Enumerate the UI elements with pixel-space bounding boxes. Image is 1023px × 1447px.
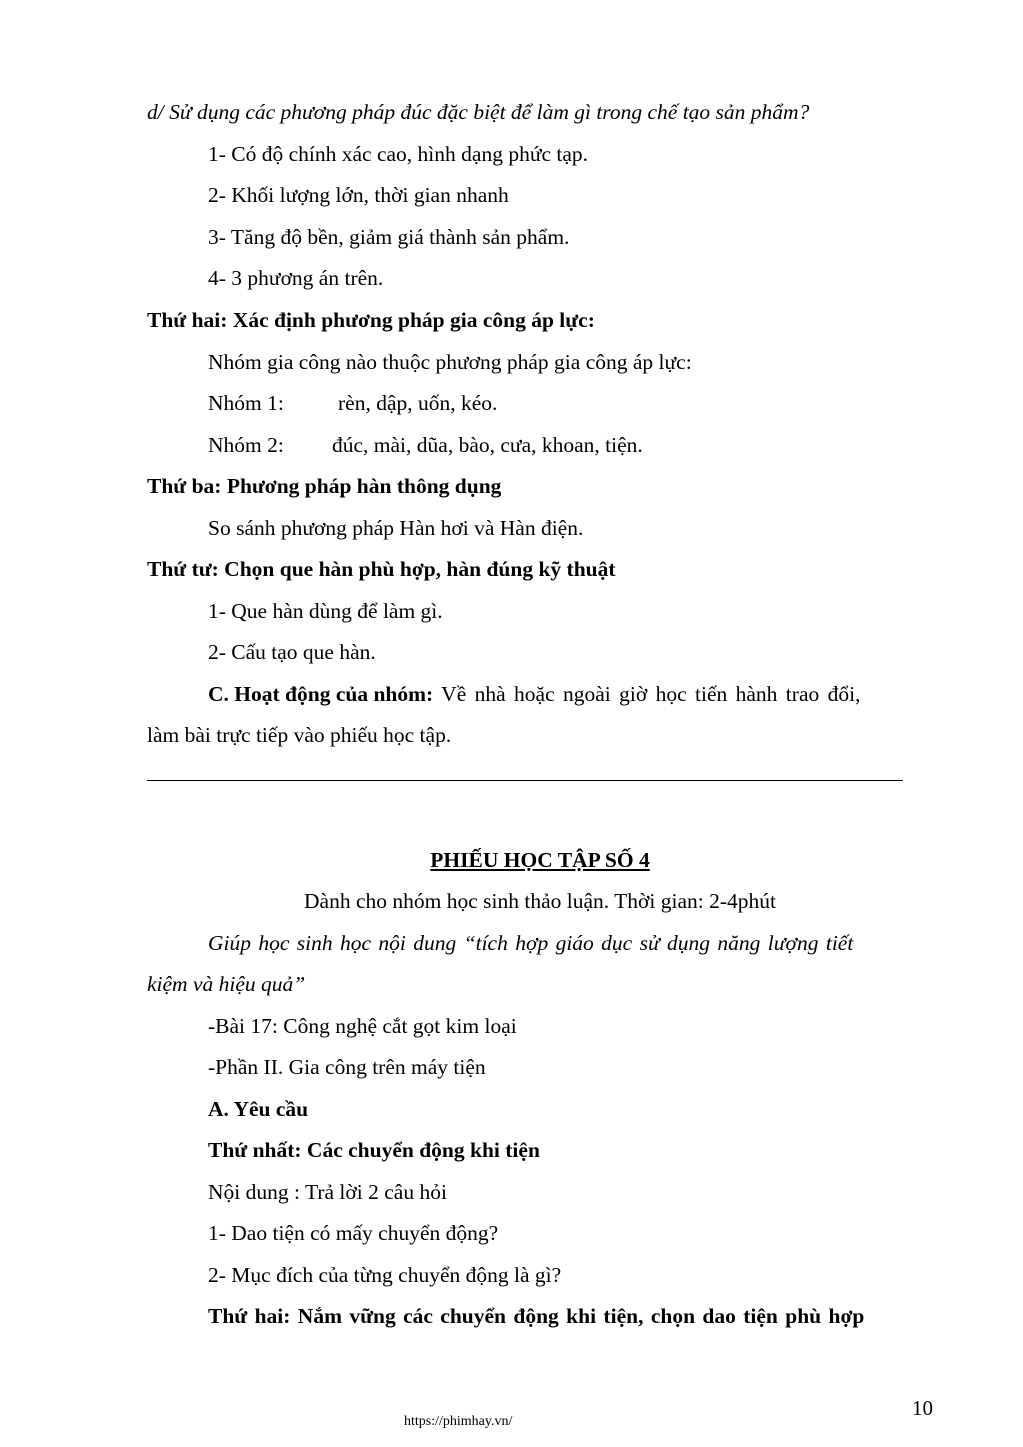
heading-thu-hai: Thứ hai: Xác định phương pháp gia công áp lực:: [147, 308, 595, 332]
group-2: [208, 431, 643, 459]
group-activity: [208, 680, 936, 708]
separator-line: [147, 780, 903, 781]
heading-thu-tu-item-1: 1- Que hàn dùng để làm gì.: [208, 599, 443, 623]
heading-thu-nhat: Thứ nhất: Các chuyển động khi tiện: [208, 1138, 540, 1162]
heading-thu-tu-item-2: 2- Cấu tạo que hàn.: [208, 640, 376, 664]
part: -Phần II. Gia công trên máy tiện: [208, 1055, 486, 1079]
question-2: 2- Mục đích của từng chuyển động là gì?: [208, 1263, 562, 1287]
option-2: 2- Khối lượng lớn, thời gian nhanh: [208, 183, 509, 207]
group-activity-text: Về nhà hoặc ngoài giờ học tiến hành trao đổi,: [433, 682, 861, 706]
goal-line-2: kiệm và hiệu quả”: [147, 972, 306, 996]
group-2-text: đúc, mài, dũa, bào, cưa, khoan, tiện.: [332, 433, 643, 457]
group-2-label: Nhóm 2:: [208, 433, 284, 457]
option-1: 1- Có độ chính xác cao, hình dạng phức tạp.: [208, 142, 589, 166]
group-1-text: rèn, dập, uốn, kéo.: [338, 391, 498, 415]
heading-thu-hai-2: Thứ hai: Nắm vững các chuyển động khi tiện, chọn dao tiện phù hợp: [208, 1304, 865, 1328]
group-activity-label: C. Hoạt động của nhóm:: [208, 682, 434, 706]
option-4: 4- 3 phương án trên.: [208, 266, 384, 290]
heading-thu-hai-text: Nhóm gia công nào thuộc phương pháp gia công áp lực:: [208, 350, 692, 374]
group-1-label: Nhóm 1:: [208, 391, 284, 415]
group-1: [208, 389, 497, 417]
heading-thu-ba-text: So sánh phương pháp Hàn hơi và Hàn điện.: [208, 516, 584, 540]
footer-url[interactable]: https://phimhay.vn/: [404, 1414, 513, 1429]
heading-thu-nhat-text: Nội dung : Trả lời 2 câu hỏi: [208, 1180, 447, 1204]
group-activity-text-2: làm bài trực tiếp vào phiếu học tập.: [147, 723, 452, 747]
page-number: 10: [912, 1396, 933, 1420]
heading-thu-tu: Thứ tư: Chọn que hàn phù hợp, hàn đúng kỹ thuật: [147, 557, 616, 581]
goal-line-1: Giúp học sinh học nội dung “tích hợp giáo dục sử dụng năng lượng tiết: [208, 931, 854, 955]
sheet-title: PHIẾU HỌC TẬP SỐ 4: [430, 848, 650, 872]
requirements-heading: A. Yêu cầu: [208, 1097, 309, 1121]
lesson: -Bài 17: Công nghệ cắt gọt kim loại: [208, 1014, 517, 1038]
option-3: 3- Tăng độ bền, giảm giá thành sản phẩm.: [208, 225, 570, 249]
heading-thu-ba: Thứ ba: Phương pháp hàn thông dụng: [147, 474, 502, 498]
question-1: 1- Dao tiện có mấy chuyển động?: [208, 1221, 499, 1245]
question-d: d/ Sử dụng các phương pháp đúc đặc biệt để làm gì trong chế tạo sản phẩm?: [147, 100, 810, 124]
sheet-subtitle: Dành cho nhóm học sinh thảo luận. Thời gian: 2-4phút: [304, 889, 776, 913]
